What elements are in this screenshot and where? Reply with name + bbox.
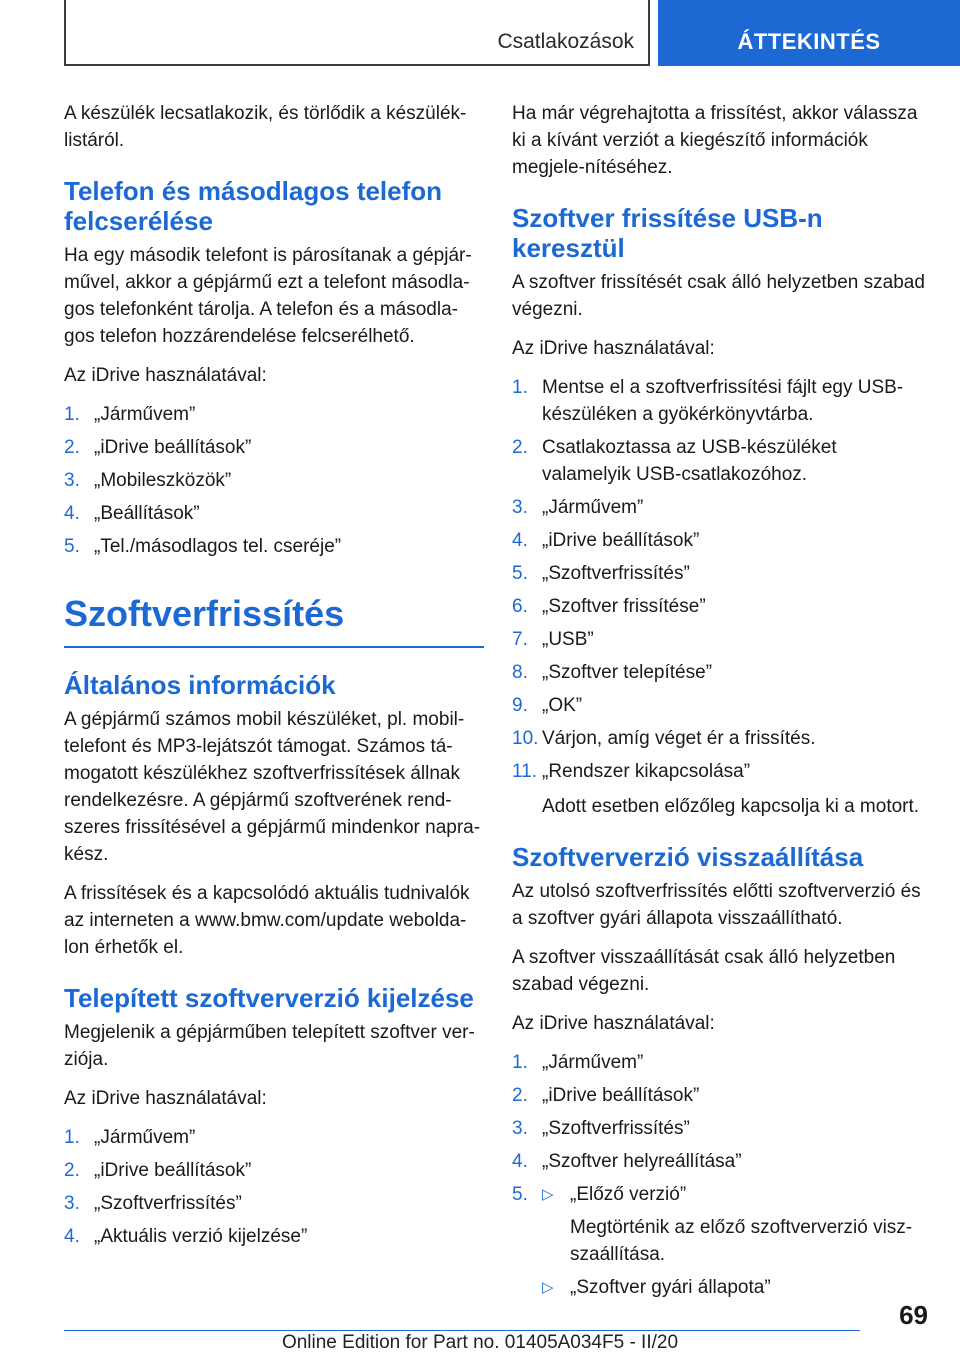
header-chapter-tab <box>658 0 960 66</box>
footer-edition: Online Edition for Part no. 01405A034F5 - II/20 <box>281 1332 679 1353</box>
list-item: 4. „iDrive beállítások” <box>512 530 700 551</box>
list-item: 2. „iDrive beállítások” <box>64 1160 252 1181</box>
heading-usb-update: Szoftver frissítése USB-n keresztül <box>512 203 823 263</box>
heading-phone-swap: Telefon és másodlagos telefon felcserélése <box>64 176 443 236</box>
list-item: 2. „iDrive beállítások” <box>512 1085 700 1106</box>
list-item: 1. Mentse el a szoftverfrissítési fájlt egy USB-készüléken a gyökérkönyvtárba. <box>512 377 904 425</box>
list-item: 1. „Járművem” <box>64 1127 196 1148</box>
restore-option-factory: ▷ „Szoftver gyári állapota” <box>512 1274 928 1301</box>
idrive-intro-4: Az iDrive használatával: <box>512 1013 715 1034</box>
list-item: 2. Csatlakoztassa az USB-készüléket valamelyik USB-csatlakozóhoz. <box>512 437 837 485</box>
paragraph-restore-2: A szoftver visszaállítását csak álló helyzetben szabad végezni. <box>512 947 896 995</box>
paragraph-installed: Megjelenik a gépjárműben telepített szoftver ver-ziója. <box>64 1022 475 1070</box>
list-item: 1. „Járművem” <box>64 404 196 425</box>
steps-restore <box>512 1049 928 1175</box>
list-item: 9. „OK” <box>512 695 583 716</box>
list-item: 4. „Szoftver helyreállítása” <box>512 1151 742 1172</box>
list-item: 4. „Beállítások” <box>64 503 200 524</box>
header-section-label: Csatlakozások <box>497 30 634 53</box>
list-item: 5. „Szoftverfrissítés” <box>512 563 690 584</box>
left-column <box>64 100 484 1268</box>
steps-installed-version <box>64 1124 484 1250</box>
left-intro: A készülék lecsatlakozik, és törlődik a készülék-listáról. <box>64 103 467 151</box>
list-item: 2. „iDrive beállítások” <box>64 437 252 458</box>
paragraph-general-1: A gépjármű számos mobil készüléket, pl. mobil-telefont és MP3-lejátszót támogat. Számos tá-mogatott készülékhez szoftverfrissítések állnak rendelkezésre. A gépjármű szoftverének rend-szeres frissítésével a gépjármű mindenkor napra-kész. <box>64 709 481 865</box>
list-item: 8. „Szoftver telepítése” <box>512 662 713 683</box>
list-item: 4. „Aktuális verzió kijelzése” <box>64 1226 308 1247</box>
heading-software-update: Szoftverfrissítés <box>64 594 484 648</box>
heading-restore: Szoftververzió visszaállítása <box>512 842 864 872</box>
idrive-intro-1: Az iDrive használatával: <box>64 365 267 386</box>
header-chapter-label: ÁTTEKINTÉS <box>737 29 881 54</box>
list-item: 1. „Járművem” <box>512 1052 644 1073</box>
list-item: 11. „Rendszer kikapcsolása” <box>512 761 751 782</box>
idrive-intro-3: Az iDrive használatával: <box>512 338 715 359</box>
list-item: 3. „Szoftverfrissítés” <box>512 1118 690 1139</box>
list-item: 3. „Szoftverfrissítés” <box>64 1193 242 1214</box>
page-number: 69 <box>899 1300 928 1330</box>
list-item: 5. „Tel./másodlagos tel. cseréje” <box>64 536 342 557</box>
paragraph-phone-swap: Ha egy második telefont is párosítanak a gépjár-művel, akkor a gépjármű ezt a telefont másodla-gos telefonként tárolja. A telefon és a másodla-gos telefon hozzárendelése felcserélhető. <box>64 245 472 347</box>
paragraph-usb: A szoftver frissítését csak álló helyzetben szabad végezni. <box>512 272 925 320</box>
usb-step-note: Adott esetben előzőleg kapcsolja ki a motort. <box>542 796 920 817</box>
triangle-right-icon: ▷ <box>542 1186 554 1203</box>
heading-general-info: Általános információk <box>64 670 336 700</box>
right-intro: Ha már végrehajtotta a frissítést, akkor válassza ki a kívánt verziót a kiegészítő információk megjele-nítéséhez. <box>512 103 918 178</box>
list-item: 3. „Járművem” <box>512 497 644 518</box>
footer-divider <box>64 1330 860 1331</box>
list-item: 7. „USB” <box>512 629 594 650</box>
idrive-intro-2: Az iDrive használatával: <box>64 1088 267 1109</box>
triangle-right-icon: ▷ <box>542 1279 554 1296</box>
list-item: 3. „Mobileszközök” <box>64 470 232 491</box>
steps-usb-update <box>512 374 928 785</box>
right-column <box>512 100 928 1307</box>
paragraph-general-2: A frissítések és a kapcsolódó aktuális tudnivalók az interneten a www.bmw.com/update webolda-lon érhetők el. <box>64 883 470 958</box>
paragraph-restore-1: Az utolsó szoftverfrissítés előtti szoftververzió és a szoftver gyári állapota visszaállítható. <box>512 881 921 929</box>
heading-installed-version: Telepített szoftververzió kijelzése <box>64 983 474 1013</box>
list-item: 10. Várjon, amíg véget ér a frissítés. <box>512 728 816 749</box>
list-item: 6. „Szoftver frissítése” <box>512 596 706 617</box>
header-section-tab <box>64 0 650 66</box>
restore-option-previous-note: Megtörténik az előző szoftververzió visz-szaállítása. <box>570 1217 913 1265</box>
restore-option-previous: 5. ▷ „Előző verzió” <box>512 1181 928 1208</box>
steps-phone-swap <box>64 401 484 560</box>
